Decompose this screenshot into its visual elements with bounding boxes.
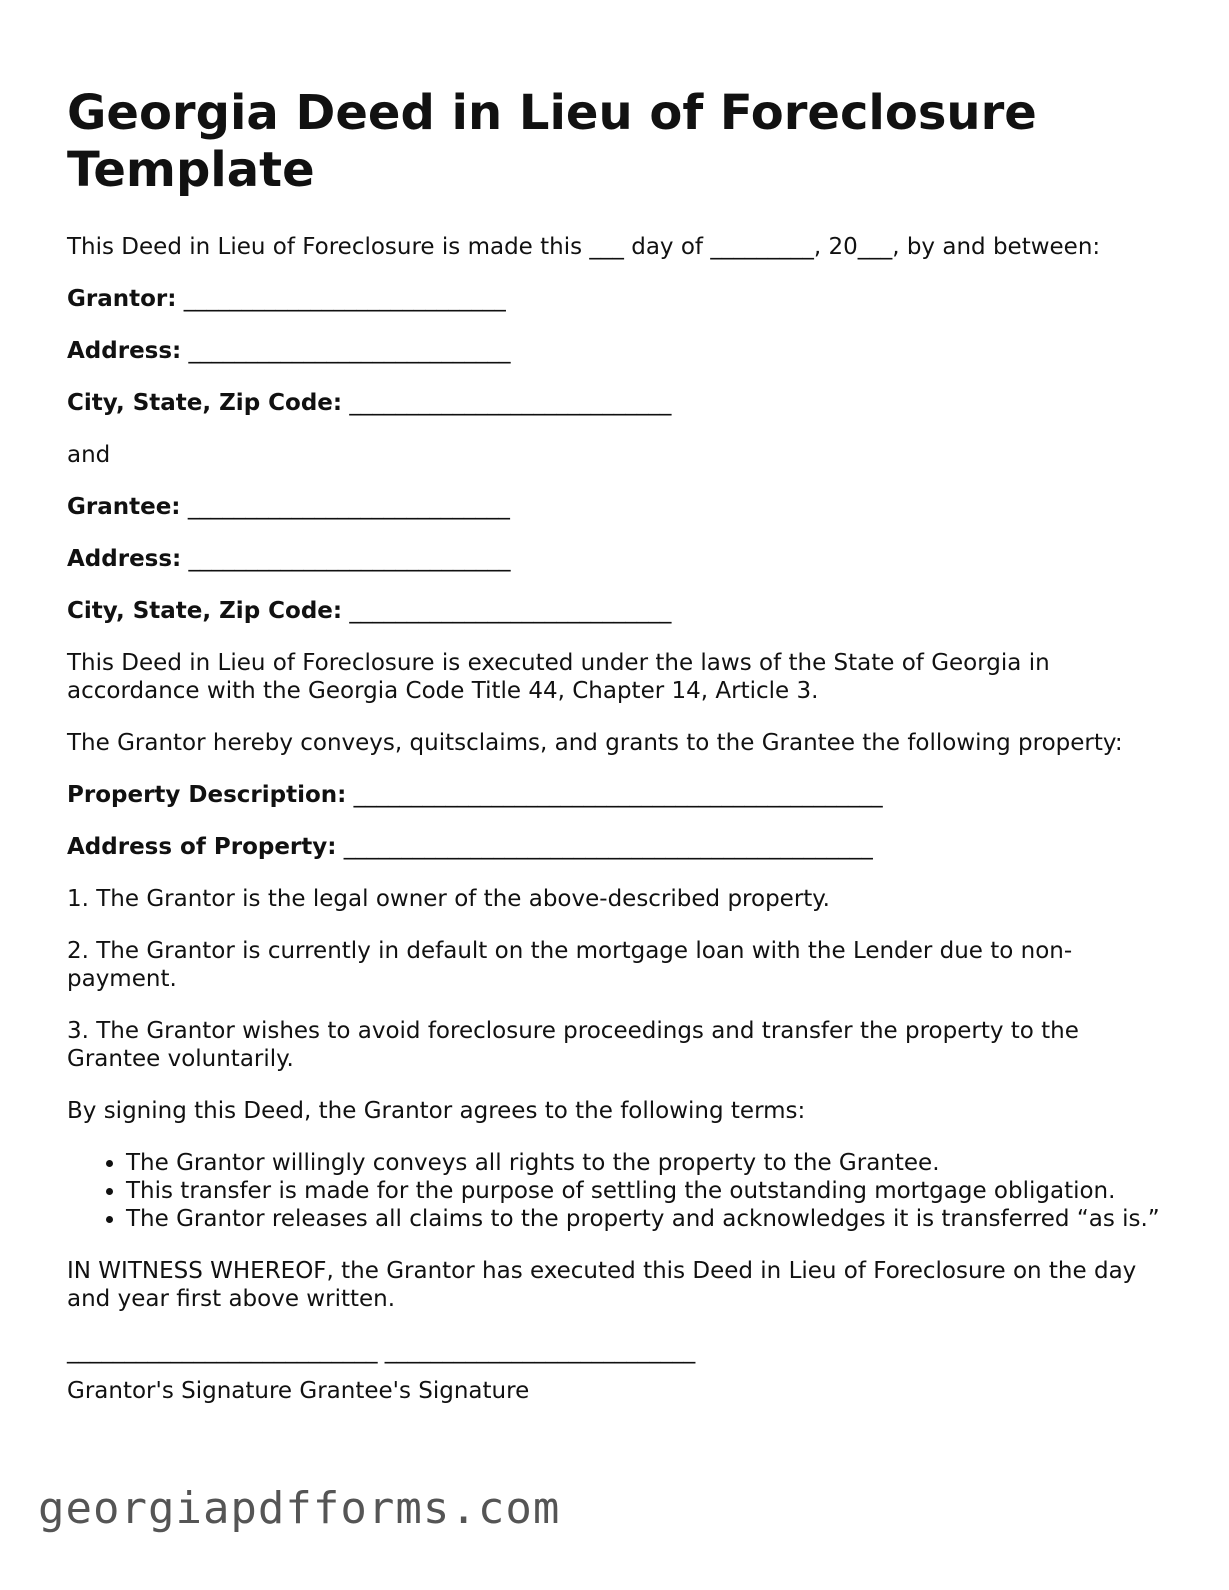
convey-paragraph: The Grantor hereby conveys, quitsclaims, and grants to the Grantee the following property:: [67, 730, 1123, 756]
document-title: Georgia Deed in Lieu of Foreclosure Template: [67, 85, 1037, 198]
grantor-name-field: [67, 285, 1162, 313]
signature-labels: Grantor's Signature Grantee's Signature: [67, 1378, 530, 1404]
clause-2: 2. The Grantor is currently in default on the mortgage loan with the Lender due to non-payment.: [67, 938, 1073, 992]
witness-paragraph: IN WITNESS WHEREOF, the Grantor has executed this Deed in Lieu of Foreclosure on the day and year first above written.: [67, 1258, 1137, 1312]
terms-list: [67, 1149, 1162, 1233]
grantee-name-label: Grantee:: [67, 494, 181, 520]
grantee-name-blank[interactable]: ____________________________: [180, 494, 510, 520]
property-description-label: Property Description:: [67, 782, 347, 808]
grantor-name-blank[interactable]: ____________________________: [176, 286, 506, 312]
property-address-label: Address of Property:: [67, 834, 337, 860]
clause-1: 1. The Grantor is the legal owner of the above-described property.: [67, 886, 830, 912]
grantee-address-label: Address:: [67, 546, 182, 572]
grantee-city-blank[interactable]: ____________________________: [342, 598, 672, 624]
grantee-address-blank[interactable]: ____________________________: [181, 546, 511, 572]
clause-3: 3. The Grantor wishes to avoid foreclosure proceedings and transfer the property to the Grantee voluntarily.: [67, 1018, 1079, 1072]
document-page: [67, 85, 1162, 1429]
grantee-city-label: City, State, Zip Code:: [67, 598, 343, 624]
property-address-field: [67, 833, 1162, 861]
grantor-address-label: Address:: [67, 338, 182, 364]
term-item: • The Grantor willingly conveys all rights to the property to the Grantee.: [126, 1149, 1162, 1177]
term-item: • This transfer is made for the purpose of settling the outstanding mortgage obligation.: [126, 1177, 1162, 1205]
and-text: and: [67, 442, 111, 468]
grantor-city-field: [67, 389, 1162, 417]
grantor-city-blank[interactable]: ____________________________: [342, 390, 672, 416]
site-watermark: georgiapdfforms.com: [38, 1483, 561, 1534]
grantor-city-label: City, State, Zip Code:: [67, 390, 343, 416]
term-item: • The Grantor releases all claims to the property and acknowledges it is transferred “as is.”: [126, 1205, 1162, 1233]
property-address-blank[interactable]: ______________________________________________: [336, 834, 873, 860]
grantor-address-blank[interactable]: ____________________________: [181, 338, 511, 364]
grantee-address-field: [67, 545, 1162, 573]
law-paragraph: This Deed in Lieu of Foreclosure is executed under the laws of the State of Georgia in accordance with the Georgia Code Title 44, Chapter 14, Article 3.: [67, 650, 1050, 704]
grantee-city-field: [67, 597, 1162, 625]
signature-lines[interactable]: ___________________________ ___________________________: [67, 1338, 696, 1364]
grantor-name-label: Grantor:: [67, 286, 177, 312]
property-description-field: [67, 781, 1162, 809]
terms-intro: By signing this Deed, the Grantor agrees to the following terms:: [67, 1098, 806, 1124]
grantor-address-field: [67, 337, 1162, 365]
intro-paragraph: This Deed in Lieu of Foreclosure is made this ___ day of _________, 20___, by and between:: [67, 234, 1101, 260]
grantee-name-field: [67, 493, 1162, 521]
property-description-blank[interactable]: ______________________________________________: [346, 782, 883, 808]
